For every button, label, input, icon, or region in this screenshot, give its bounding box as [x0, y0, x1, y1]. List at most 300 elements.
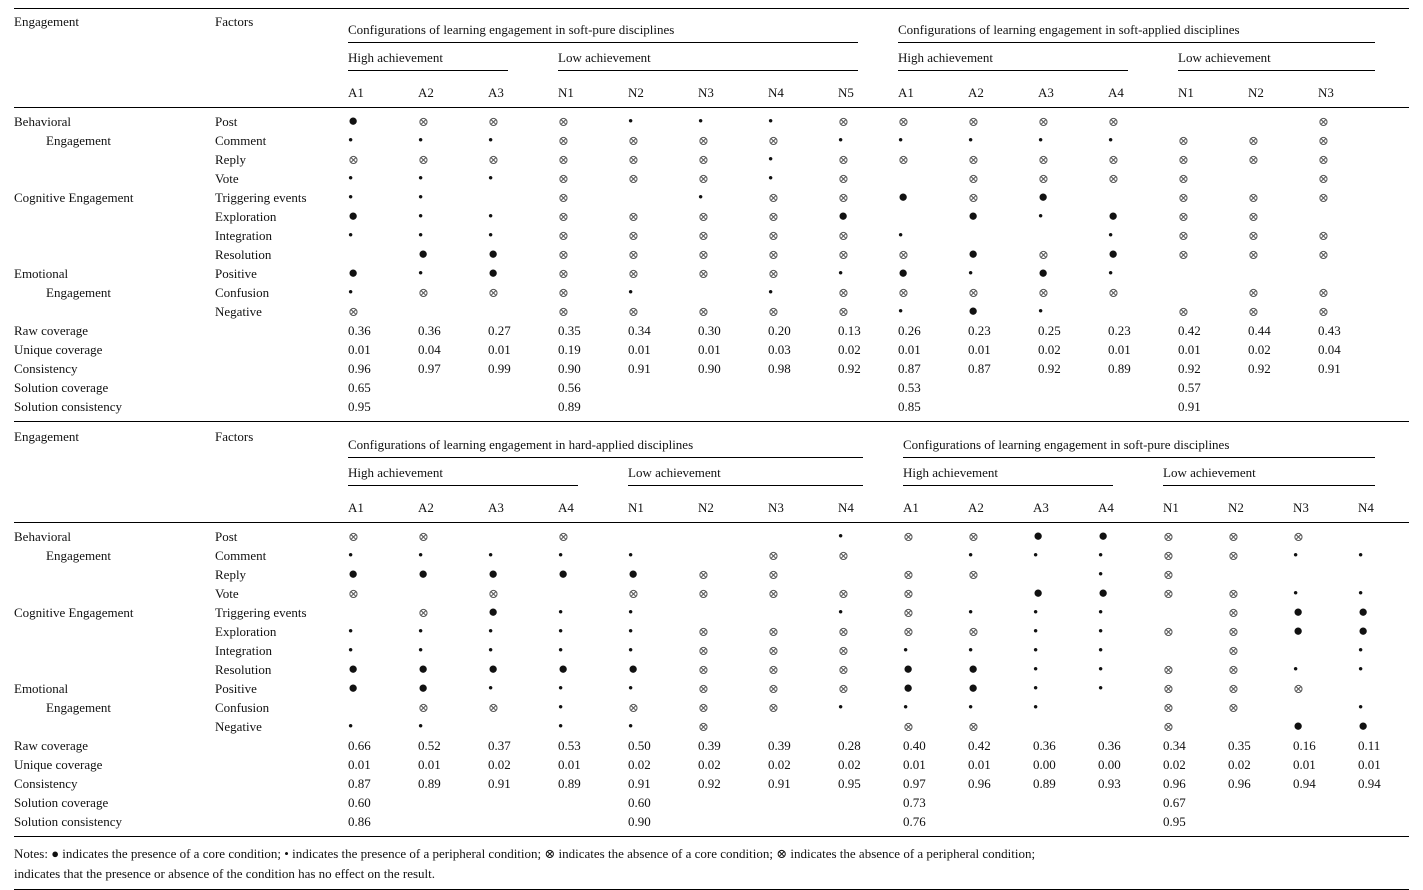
factors-column-header: Factors [215, 424, 348, 523]
table-row [14, 660, 1409, 679]
stat-label: Consistency [14, 361, 78, 376]
symbol-absent: ⊗ [488, 285, 499, 300]
symbol-absent: ⊗ [1318, 247, 1329, 262]
symbol-absent: ⊗ [1318, 133, 1329, 148]
stat-value: 0.34 [628, 323, 651, 338]
symbol-absent: ⊗ [698, 304, 709, 319]
config-column-header: N3 [1293, 486, 1358, 523]
header-row-titles [14, 9, 1409, 44]
factor-label: Confusion [215, 285, 270, 300]
config-cell [768, 226, 838, 245]
symbol-absent: ⊗ [348, 529, 359, 544]
config-cell [698, 188, 768, 207]
config-cell [1163, 603, 1228, 622]
stat-value: 0.90 [558, 361, 581, 376]
config-cell [1228, 523, 1293, 547]
config-cell [968, 622, 1033, 641]
stat-value: 0.43 [1318, 323, 1341, 338]
config-cell [488, 584, 558, 603]
table-header [14, 9, 1409, 108]
config-cell [1098, 698, 1163, 717]
config-cell [838, 264, 898, 283]
stat-label: Unique coverage [14, 342, 103, 357]
stat-value: 0.92 [838, 361, 861, 376]
stat-value: 0.36 [1033, 738, 1056, 753]
symbol-absent: ⊗ [903, 719, 914, 734]
qca-tables [14, 8, 1409, 837]
config-cell [628, 169, 698, 188]
config-cell [1228, 603, 1293, 622]
symbol-peripheral: • [1038, 133, 1044, 149]
config-cell [348, 717, 418, 736]
config-cell [968, 131, 1038, 150]
symbol-absent: ⊗ [628, 247, 639, 262]
symbol-core: ● [903, 660, 914, 678]
config-cell [698, 565, 768, 584]
config-cell [1293, 523, 1358, 547]
symbol-absent: ⊗ [628, 228, 639, 243]
engagement-label: Engagement [46, 700, 111, 715]
config-cell [1318, 131, 1409, 150]
config-cell [1318, 169, 1409, 188]
symbol-absent: ⊗ [838, 586, 849, 601]
table-row [14, 565, 1409, 584]
config-cell [1098, 660, 1163, 679]
symbol-absent: ⊗ [1248, 152, 1259, 167]
symbol-absent: ⊗ [1228, 624, 1239, 639]
symbol-absent: ⊗ [628, 133, 639, 148]
symbol-core: ● [628, 565, 639, 583]
symbol-core: ● [558, 565, 569, 583]
config-cell [488, 717, 558, 736]
stat-value [968, 378, 1038, 397]
stat-value [1358, 812, 1409, 837]
symbol-core: ● [838, 207, 849, 225]
config-cell [838, 108, 898, 132]
symbol-absent: ⊗ [698, 662, 709, 677]
symbol-absent: ⊗ [903, 624, 914, 639]
config-cell [1163, 698, 1228, 717]
config-cell [1163, 546, 1228, 565]
config-cell [558, 698, 628, 717]
symbol-absent: ⊗ [418, 285, 429, 300]
stat-value: 0.40 [903, 738, 926, 753]
symbol-peripheral: • [1033, 548, 1039, 564]
config-cell [418, 245, 488, 264]
symbol-absent: ⊗ [1248, 285, 1259, 300]
config-cell [1038, 131, 1108, 150]
config-cell [1098, 603, 1163, 622]
symbol-absent: ⊗ [1178, 152, 1189, 167]
stat-value: 0.36 [1098, 738, 1121, 753]
low-achievement-label: Low achievement [558, 50, 858, 71]
factor-label: Comment [215, 548, 267, 563]
config-cell [768, 622, 838, 641]
config-cell [558, 302, 628, 321]
stat-value: 0.27 [488, 323, 511, 338]
symbol-core: ● [348, 679, 359, 697]
factor-label: Post [215, 114, 238, 129]
config-cell [1358, 660, 1409, 679]
config-cell [968, 584, 1033, 603]
symbol-peripheral: • [628, 285, 634, 301]
config-cell [903, 660, 968, 679]
symbol-peripheral: • [418, 624, 424, 640]
config-cell [628, 546, 698, 565]
config-column-header: N3 [768, 486, 838, 523]
symbol-core: ● [1108, 245, 1119, 263]
config-column-header: A4 [558, 486, 628, 523]
config-cell [628, 245, 698, 264]
config-cell [898, 207, 968, 226]
symbol-absent: ⊗ [1163, 624, 1174, 639]
stat-value [418, 397, 488, 422]
config-cell [488, 565, 558, 584]
config-cell [558, 245, 628, 264]
config-cell [698, 207, 768, 226]
stat-value: 0.01 [698, 342, 721, 357]
config-cell [348, 264, 418, 283]
stat-row [14, 774, 1409, 793]
stat-value: 0.19 [558, 342, 581, 357]
symbol-core: ● [488, 603, 499, 621]
config-cell [898, 283, 968, 302]
config-cell [1178, 169, 1248, 188]
symbol-peripheral: • [898, 133, 904, 149]
engagement-label [14, 641, 215, 660]
stat-value [1228, 812, 1293, 837]
symbol-absent: ⊗ [1293, 681, 1304, 696]
factor-label: Vote [215, 171, 239, 186]
config-column-header: A1 [903, 486, 968, 523]
stat-value: 0.02 [1163, 757, 1186, 772]
stat-label: Unique coverage [14, 757, 103, 772]
symbol-core: ● [418, 660, 429, 678]
stat-label: Consistency [14, 776, 78, 791]
symbol-absent: ⊗ [1038, 247, 1049, 262]
config-cell [968, 207, 1038, 226]
stat-value: 0.57 [1178, 380, 1201, 395]
table-row [14, 150, 1409, 169]
symbol-core: ● [1033, 526, 1044, 545]
symbol-peripheral: • [348, 171, 354, 187]
symbol-peripheral: • [1293, 548, 1299, 564]
config-cell [898, 169, 968, 188]
config-cell [1033, 660, 1098, 679]
config-cell [768, 565, 838, 584]
config-cell [1038, 302, 1108, 321]
stat-value: 0.23 [1108, 323, 1131, 338]
config-cell [348, 131, 418, 150]
symbol-peripheral: • [1108, 133, 1114, 149]
symbol-absent: ⊗ [838, 304, 849, 319]
config-column-header: N1 [1163, 486, 1228, 523]
config-cell [768, 523, 838, 547]
config-cell [838, 523, 903, 547]
symbol-peripheral: • [1033, 605, 1039, 621]
config-cell [558, 207, 628, 226]
config-cell [1248, 245, 1318, 264]
symbol-peripheral: • [488, 624, 494, 640]
config-cell [768, 717, 838, 736]
config-cell [838, 169, 898, 188]
config-cell [968, 283, 1038, 302]
symbol-absent: ⊗ [968, 114, 979, 129]
stat-value: 0.91 [1178, 399, 1201, 414]
symbol-core: ● [898, 264, 909, 282]
symbol-absent: ⊗ [348, 152, 359, 167]
symbol-peripheral: • [1108, 266, 1114, 282]
config-cell [558, 717, 628, 736]
symbol-peripheral: • [1358, 586, 1364, 602]
config-cell [1228, 584, 1293, 603]
config-cell [488, 169, 558, 188]
symbol-peripheral: • [558, 605, 564, 621]
engagement-label: Engagement [46, 548, 111, 563]
engagement-label: Engagement [46, 285, 111, 300]
stat-value: 0.04 [418, 342, 441, 357]
group-title: Configurations of learning engagement in soft-pure disciplines [348, 22, 858, 43]
engagement-label [14, 207, 215, 226]
stat-value [698, 378, 768, 397]
config-cell [1033, 717, 1098, 736]
stat-value [1248, 378, 1318, 397]
symbol-peripheral: • [968, 643, 974, 659]
config-cell [1248, 264, 1318, 283]
stat-value: 0.26 [898, 323, 921, 338]
stat-value: 0.99 [488, 361, 511, 376]
engagement-label: Engagement [46, 133, 111, 148]
symbol-peripheral: • [558, 681, 564, 697]
symbol-absent: ⊗ [1163, 586, 1174, 601]
symbol-absent: ⊗ [768, 567, 779, 582]
config-cell [838, 188, 898, 207]
config-cell [1108, 207, 1178, 226]
symbol-absent: ⊗ [418, 114, 429, 129]
symbol-peripheral: • [418, 209, 424, 225]
factor-label: Exploration [215, 209, 277, 224]
config-cell [698, 546, 768, 565]
symbol-absent: ⊗ [488, 586, 499, 601]
symbol-absent: ⊗ [1038, 114, 1049, 129]
symbol-absent: ⊗ [838, 662, 849, 677]
config-cell [838, 302, 898, 321]
config-cell [1178, 207, 1248, 226]
high-achievement-label: High achievement [903, 465, 1113, 486]
stat-value: 0.87 [898, 361, 921, 376]
config-cell [1033, 603, 1098, 622]
symbol-peripheral: • [488, 228, 494, 244]
config-cell [488, 108, 558, 132]
factor-label: Integration [215, 228, 273, 243]
config-cell [768, 603, 838, 622]
stat-value: 0.37 [488, 738, 511, 753]
symbol-absent: ⊗ [1108, 152, 1119, 167]
config-cell [628, 302, 698, 321]
config-cell [1248, 302, 1318, 321]
symbol-absent: ⊗ [838, 114, 849, 129]
config-cell [1178, 150, 1248, 169]
stat-value: 0.01 [1178, 342, 1201, 357]
config-cell [488, 150, 558, 169]
config-cell [628, 264, 698, 283]
symbol-peripheral: • [1293, 586, 1299, 602]
stat-value: 0.23 [968, 323, 991, 338]
stat-value: 0.73 [903, 795, 926, 810]
config-cell [1228, 660, 1293, 679]
stat-value: 0.01 [898, 342, 921, 357]
symbol-peripheral: • [628, 681, 634, 697]
symbol-peripheral: • [1108, 228, 1114, 244]
stat-value: 0.39 [698, 738, 721, 753]
config-cell [488, 188, 558, 207]
stat-value [1358, 793, 1409, 812]
symbol-core: ● [488, 264, 499, 282]
config-cell [1178, 302, 1248, 321]
engagement-label [14, 622, 215, 641]
config-cell [348, 603, 418, 622]
symbol-absent: ⊗ [1163, 700, 1174, 715]
config-cell [488, 302, 558, 321]
engagement-label: Cognitive Engagement [14, 190, 134, 205]
stat-value [1318, 378, 1409, 397]
config-cell [1038, 264, 1108, 283]
config-cell [628, 584, 698, 603]
config-cell [1358, 641, 1409, 660]
config-cell [1248, 150, 1318, 169]
config-cell [1038, 207, 1108, 226]
symbol-peripheral: • [698, 190, 704, 206]
group-header-cell [903, 424, 1409, 458]
config-cell [488, 245, 558, 264]
config-cell [838, 698, 903, 717]
symbol-absent: ⊗ [838, 152, 849, 167]
symbol-peripheral: • [348, 548, 354, 564]
symbol-absent: ⊗ [1178, 190, 1189, 205]
subgroup-header-cell [1163, 458, 1409, 486]
config-cell [768, 679, 838, 698]
factor-label: Resolution [215, 662, 272, 677]
symbol-core: ● [1358, 622, 1369, 640]
symbol-peripheral: • [1033, 681, 1039, 697]
config-column-header: A1 [348, 71, 418, 108]
config-column-header: A3 [1033, 486, 1098, 523]
config-cell [968, 679, 1033, 698]
symbol-absent: ⊗ [1318, 285, 1329, 300]
config-cell [1293, 641, 1358, 660]
config-cell [1108, 131, 1178, 150]
config-column-header: N4 [1358, 486, 1409, 523]
stat-value [838, 397, 898, 422]
config-cell [968, 660, 1033, 679]
symbol-absent: ⊗ [698, 209, 709, 224]
symbol-absent: ⊗ [1178, 228, 1189, 243]
config-cell [968, 150, 1038, 169]
config-cell [1178, 283, 1248, 302]
symbol-core: ● [968, 302, 979, 320]
symbol-absent: ⊗ [628, 700, 639, 715]
symbol-absent: ⊗ [628, 209, 639, 224]
factor-label: Resolution [215, 247, 272, 262]
symbol-absent: ⊗ [838, 681, 849, 696]
config-cell [838, 226, 898, 245]
stat-value: 0.93 [1098, 776, 1121, 791]
symbol-core: ● [1108, 207, 1119, 225]
symbol-core: ● [968, 660, 979, 678]
config-column-header: A3 [488, 486, 558, 523]
symbol-absent: ⊗ [838, 171, 849, 186]
symbol-core: ● [1293, 622, 1304, 640]
group-header-cell [348, 424, 903, 458]
factor-label: Exploration [215, 624, 277, 639]
table-row [14, 131, 1409, 150]
symbol-peripheral: • [418, 171, 424, 187]
factor-label: Triggering events [215, 190, 307, 205]
symbol-absent: ⊗ [1228, 529, 1239, 544]
stat-value: 0.44 [1248, 323, 1271, 338]
symbol-core: ● [1038, 188, 1049, 206]
stat-value [1038, 397, 1108, 422]
symbol-core: ● [628, 660, 639, 678]
config-cell [698, 108, 768, 132]
symbol-peripheral: • [488, 133, 494, 149]
config-cell [1163, 523, 1228, 547]
config-cell [768, 150, 838, 169]
config-cell [1358, 565, 1409, 584]
stat-value: 0.94 [1293, 776, 1316, 791]
config-column-header: N4 [768, 71, 838, 108]
symbol-absent: ⊗ [558, 228, 569, 243]
symbol-absent: ⊗ [698, 152, 709, 167]
engagement-label [14, 717, 215, 736]
stat-value [418, 378, 488, 397]
engagement-label [14, 565, 215, 584]
symbol-peripheral: • [418, 719, 424, 735]
config-cell [348, 302, 418, 321]
config-cell [838, 565, 903, 584]
config-cell [628, 108, 698, 132]
engagement-label: Emotional [14, 266, 69, 281]
config-cell [558, 169, 628, 188]
symbol-absent: ⊗ [838, 190, 849, 205]
config-cell [838, 641, 903, 660]
config-cell [1293, 717, 1358, 736]
config-column-header: N3 [1318, 71, 1409, 108]
symbol-peripheral: • [968, 548, 974, 564]
symbol-core: ● [1358, 603, 1369, 621]
config-cell [968, 698, 1033, 717]
config-cell [558, 565, 628, 584]
header-row-titles [14, 424, 1409, 458]
symbol-peripheral: • [898, 228, 904, 244]
config-cell [903, 679, 968, 698]
symbol-core: ● [968, 207, 979, 225]
symbol-absent: ⊗ [768, 548, 779, 563]
config-cell [418, 264, 488, 283]
config-cell [1098, 679, 1163, 698]
symbol-absent: ⊗ [768, 700, 779, 715]
config-cell [628, 660, 698, 679]
config-cell [1358, 717, 1409, 736]
stat-value [1293, 793, 1358, 812]
qca-table-2 [14, 424, 1409, 837]
factor-label: Confusion [215, 700, 270, 715]
config-cell [1248, 108, 1318, 132]
low-achievement-label: Low achievement [1178, 50, 1375, 71]
stat-value: 0.76 [903, 814, 926, 829]
symbol-absent: ⊗ [1108, 171, 1119, 186]
group-title: Configurations of learning engagement in hard-applied disciplines [348, 437, 863, 458]
